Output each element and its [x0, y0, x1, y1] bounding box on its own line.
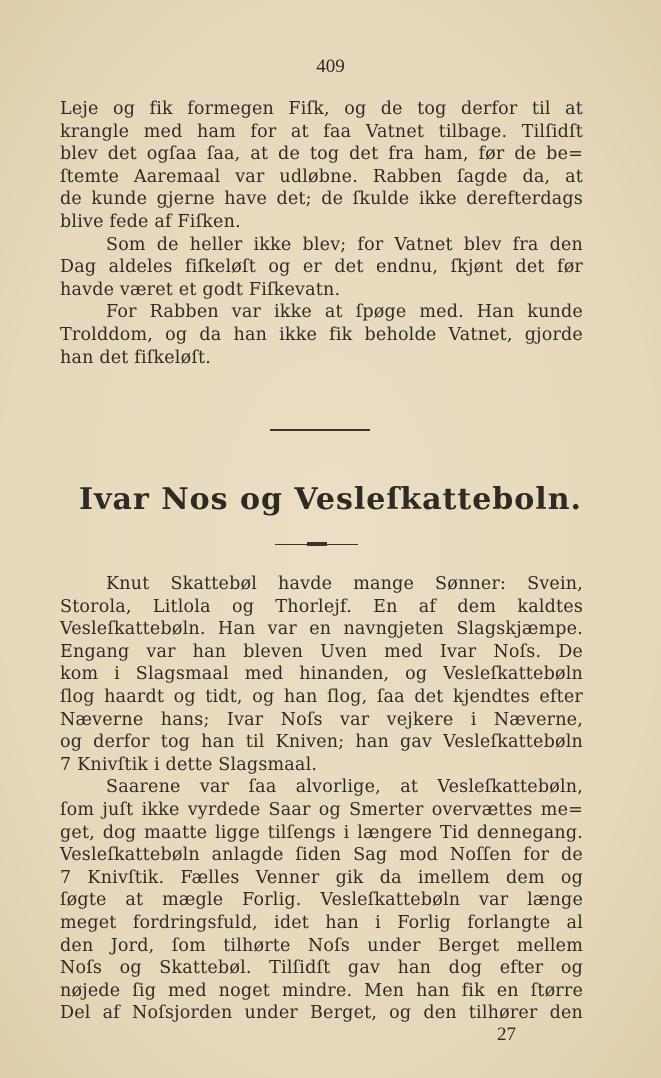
text-line: og derfor tog han til Kniven; han gav Vesleſkattebøln: [60, 732, 583, 753]
text-line: 7 Knivſtik. Fælles Venner gik da imellem dem og: [60, 867, 583, 888]
text-line: Vesleſkattebøln. Han var en navngjeten Slagskjæmpe.: [60, 619, 583, 640]
text-line: Som de heller ikke blev; for Vatnet blev fra den: [106, 234, 583, 255]
text-line: Vesleſkattebøln anlagde ſiden Sag mod Noſſen for de: [60, 845, 583, 866]
title-ornament: [275, 544, 358, 545]
chapter-title: Ivar Nos og Vesleſkatteboln.: [79, 482, 582, 517]
text-line: Leje og fik formegen Fiſk, og de tog derfor til at: [60, 99, 583, 119]
section-2-text: [60, 573, 583, 1025]
text-line: de kunde gjerne have det; de ſkulde ikke derefterdags: [60, 189, 583, 210]
text-line: Dag aldeles fiſkeløſt og er det endnu, ſkjønt det før: [60, 257, 583, 278]
text-line: kom i Slagsmaal med hinanden, og Vesleſkattebøln: [60, 664, 583, 685]
text-line: meget fordringsfuld, idet han i Forlig forlangte al: [60, 912, 583, 933]
text-line: Noſs og Skattebøl. Tilſidſt gav han dog efter og: [60, 958, 583, 979]
text-line: ſtemte Aaremaal var udløbne. Rabben ſagde da, at: [60, 166, 583, 187]
section-1-text: [60, 98, 583, 369]
text-line: 7 Knivſtik i dette Slagsmaal.: [60, 754, 318, 775]
text-line: Storola, Litlola og Thorlejf. En af dem kaldtes: [60, 596, 583, 617]
page-number: 409: [316, 56, 345, 77]
text-line: blev det ogſaa ſaa, at de tog det fra ham, før de be=: [60, 144, 583, 165]
text-line: get, dog maatte ligge tilſengs i længere Tid dennegang.: [60, 822, 583, 843]
text-line: For Rabben var ikke at ſpøge med. Han kunde: [106, 302, 583, 323]
text-line: ſlog haardt og tidt, og han ſlog, ſaa det kjendtes efter: [60, 686, 583, 707]
text-line: ſøgte at mægle Forlig. Vesleſkattebøln var længe: [60, 890, 583, 911]
text-line: Trolddom, og da han ikke fik beholde Vatnet, gjorde: [60, 324, 583, 345]
text-line: havde været et godt Fiſkevatn.: [60, 279, 341, 300]
text-line: blive fede af Fiſken.: [60, 211, 241, 232]
signature-mark: 27: [497, 1024, 516, 1045]
text-line: nøjede ſig med noget mindre. Men han fik en ſtørre: [60, 980, 583, 1001]
text-line: Del af Noſsjorden under Berget, og den tilhører den: [60, 1003, 583, 1024]
text-line: han det fiſkeløſt.: [60, 347, 212, 368]
section-divider-rule: [270, 429, 370, 431]
text-line: Knut Skattebøl havde mange Sønner: Svein,: [106, 574, 583, 594]
text-line: den Jord, ſom tilhørte Noſs under Berget mellem: [60, 935, 583, 956]
text-line: Næverne hans; Ivar Noſs var vejkere i Næverne,: [60, 709, 583, 730]
text-line: krangle med ham for at faa Vatnet tilbage. Tilſidſt: [60, 121, 583, 142]
text-line: ſom juſt ikke vyrdede Saar og Smerter overvættes me=: [60, 799, 583, 820]
text-line: Saarene var ſaa alvorlige, at Vesleſkattebøln,: [106, 777, 583, 798]
text-line: Engang var han bleven Uven med Ivar Noſs. De: [60, 641, 583, 662]
